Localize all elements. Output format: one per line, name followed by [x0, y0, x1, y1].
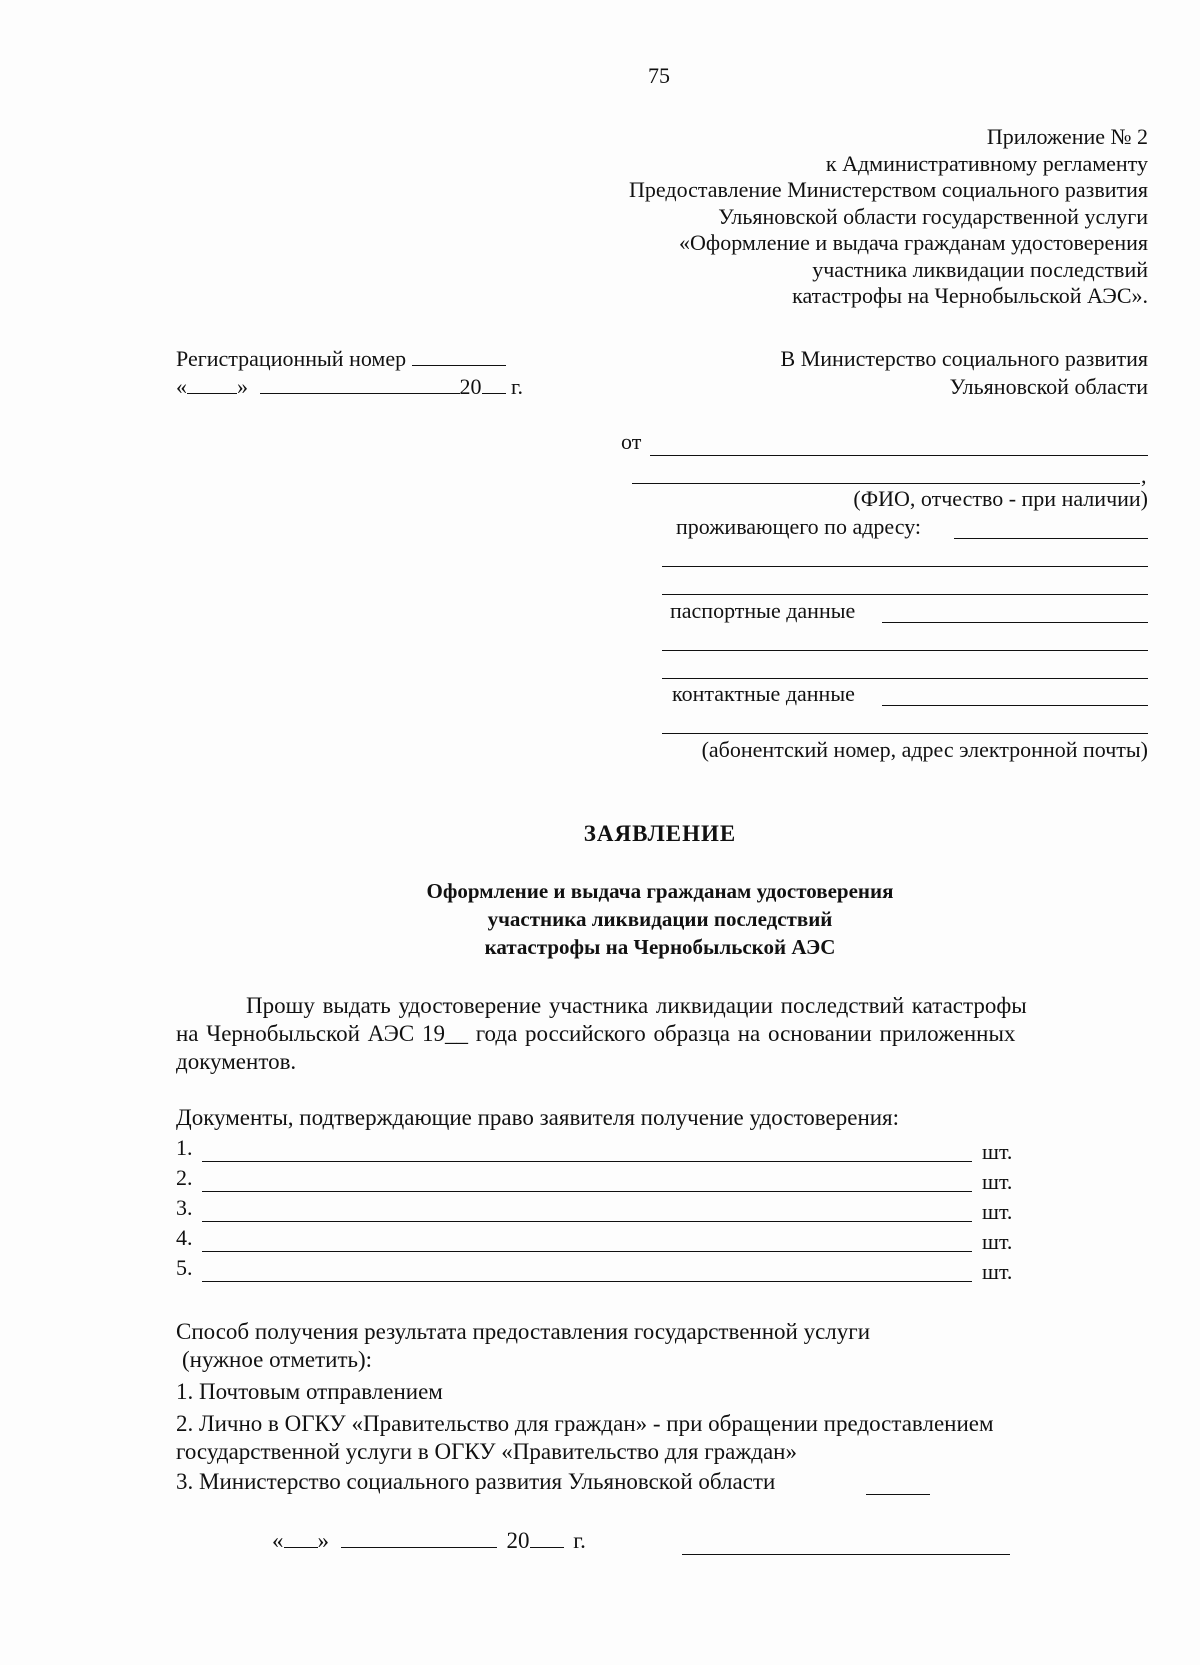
footer-date: « » 20 г.: [272, 1528, 586, 1553]
document-item-field[interactable]: [202, 1221, 972, 1222]
contacts-field[interactable]: [882, 705, 1148, 706]
subtitle-line: участника ликвидации последствий: [487, 907, 833, 931]
appendix-line: «Оформление и выдача гражданам удостоверения: [679, 230, 1148, 255]
footer-month-field[interactable]: [341, 1527, 497, 1548]
document-subtitle: [0, 877, 1200, 961]
registration-number: [176, 345, 506, 373]
footer-year-field[interactable]: [530, 1527, 564, 1548]
registration-year-field[interactable]: [482, 373, 506, 394]
delivery-option-ministry-field[interactable]: [866, 1494, 930, 1495]
registration-date: « » 20 г.: [176, 374, 524, 399]
request-line: Прошу выдать удостоверение участника ликвидации последствий катастрофы: [246, 993, 1027, 1018]
document-item-unit: шт.: [982, 1259, 1013, 1284]
fio-field[interactable]: [650, 455, 1148, 456]
signature-field[interactable]: [682, 1554, 1010, 1555]
passport-field-line2[interactable]: [662, 650, 1148, 651]
document-item-field[interactable]: [202, 1281, 972, 1282]
document-title: ЗАЯВЛЕНИЕ: [583, 821, 737, 846]
document-item-field[interactable]: [202, 1191, 972, 1192]
address-label: проживающего по адресу:: [676, 514, 922, 539]
contacts-label: контактные данные: [672, 681, 855, 706]
document-item-number: 1.: [176, 1135, 193, 1160]
passport-field[interactable]: [882, 622, 1148, 623]
contacts-field-line2[interactable]: [662, 733, 1148, 734]
document-item-unit: шт.: [982, 1169, 1013, 1194]
document-item-unit: шт.: [982, 1139, 1013, 1164]
registration-month-field[interactable]: [260, 373, 460, 394]
registration-day-field[interactable]: [187, 373, 237, 394]
delivery-option-ministry[interactable]: 3. Министерство социального развития Ульяновской области: [176, 1469, 776, 1494]
delivery-hint: (нужное отметить):: [182, 1347, 373, 1372]
addressee: [648, 345, 1148, 401]
fio-comma: ,: [1141, 463, 1147, 488]
delivery-title: Способ получения результата предоставления государственной услуги: [176, 1319, 871, 1344]
registration-number-field[interactable]: [412, 345, 506, 366]
delivery-option-in-person-cont: государственной услуги в ОГКУ «Правительство для граждан»: [176, 1439, 797, 1464]
appendix-line: Предоставление Министерством социального развития: [629, 177, 1148, 202]
addressee-line: В Министерство социального развития: [780, 346, 1148, 371]
from-label: от: [621, 429, 642, 454]
subtitle-line: катастрофы на Чернобыльской АЭС: [484, 935, 836, 959]
document-item-field[interactable]: [202, 1161, 972, 1162]
document-item-number: 3.: [176, 1195, 193, 1220]
contacts-hint: (абонентский номер, адрес электронной почты): [701, 737, 1148, 762]
addressee-line: Ульяновской области: [949, 374, 1148, 399]
document-item-unit: шт.: [982, 1229, 1013, 1254]
delivery-option-in-person[interactable]: 2. Лично в ОГКУ «Правительство для граждан» - при обращении предоставлением: [176, 1411, 994, 1436]
address-field-line2[interactable]: [662, 566, 1148, 567]
request-line: документов.: [176, 1049, 297, 1074]
appendix-line: катастрофы на Чернобыльской АЭС».: [792, 283, 1148, 308]
document-item-number: 2.: [176, 1165, 193, 1190]
request-line: на Чернобыльской АЭС 19__ года российского образца на основании приложенных: [176, 1021, 1016, 1046]
registration-number-label: Регистрационный номер: [176, 346, 407, 371]
subtitle-line: Оформление и выдача гражданам удостоверения: [426, 879, 894, 903]
delivery-option-post[interactable]: 1. Почтовым отправлением: [176, 1379, 443, 1404]
passport-label: паспортные данные: [670, 598, 856, 623]
address-field-line3[interactable]: [662, 594, 1148, 595]
document-item-number: 4.: [176, 1225, 193, 1250]
appendix-line: Приложение № 2: [986, 124, 1148, 149]
document-item-field[interactable]: [202, 1251, 972, 1252]
appendix-header: [448, 124, 1148, 310]
address-field[interactable]: [954, 538, 1148, 539]
fio-hint: (ФИО, отчество - при наличии): [853, 486, 1148, 511]
passport-field-line3[interactable]: [662, 678, 1148, 679]
document-item-number: 5.: [176, 1255, 193, 1280]
fio-field-line2[interactable]: [632, 483, 1140, 484]
appendix-line: участника ликвидации последствий: [812, 256, 1148, 282]
documents-title: Документы, подтверждающие право заявителя получение удостоверения:: [176, 1105, 900, 1130]
appendix-line: Ульяновской области государственной услуги: [718, 203, 1148, 229]
document-item-unit: шт.: [982, 1199, 1013, 1224]
footer-day-field[interactable]: [284, 1527, 318, 1548]
appendix-line: к Административному регламенту: [825, 150, 1148, 176]
page-number: 75: [648, 63, 670, 88]
